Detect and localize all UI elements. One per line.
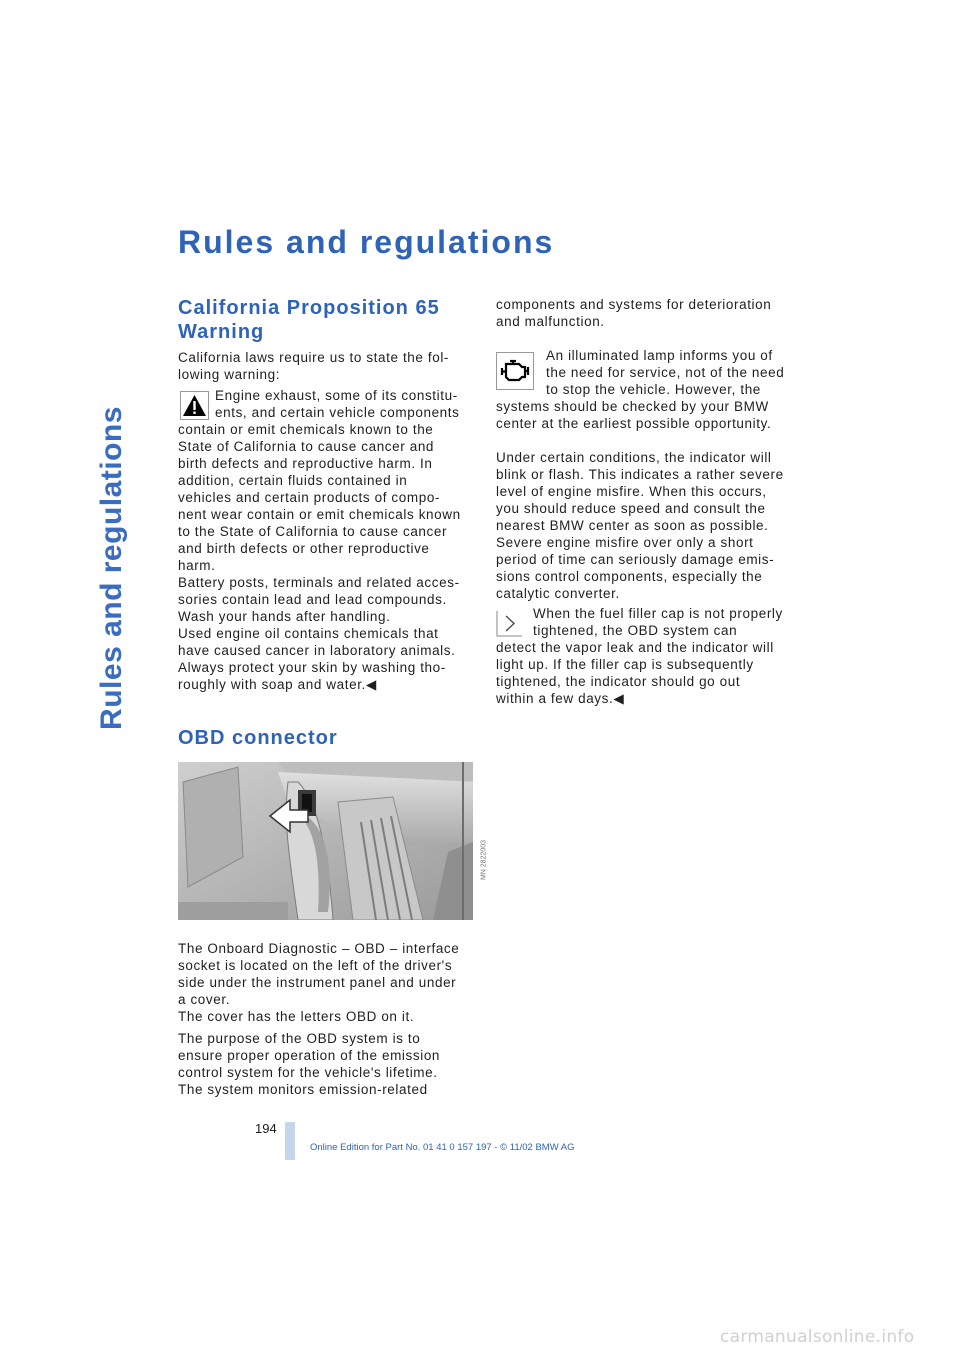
page-title: Rules and regulations — [178, 224, 555, 260]
footer-edition: Online Edition for Part No. 01 41 0 157 197 - © 11/02 BMW AG — [310, 1142, 575, 1153]
obd-para-cont-line: components and systems for deterioration — [496, 297, 772, 312]
lamp-line: the need for service, not of the need — [546, 365, 785, 380]
prop65-heading — [178, 296, 440, 344]
misfire-text — [496, 449, 784, 602]
warning-line: addition, certain fluids contained in — [178, 473, 408, 488]
fuel-line: tightened, the indicator should go out — [496, 674, 741, 689]
warning-line: contain or emit chemicals known to the — [178, 422, 434, 437]
warning-line: State of California to cause cancer and — [178, 439, 435, 454]
warning-line: have caused cancer in laboratory animals. — [178, 643, 456, 658]
page-number: 194 — [255, 1121, 277, 1136]
warning-line: Used engine oil contains chemicals that — [178, 626, 439, 641]
misfire-line: catalytic converter. — [496, 586, 620, 601]
prop65-intro-line: lowing warning: — [178, 367, 281, 382]
warning-line: Battery posts, terminals and related acces- — [178, 575, 460, 590]
warning-line: sories contain lead and lead compounds. — [178, 592, 447, 607]
lamp-line: An illuminated lamp informs you of — [546, 348, 773, 363]
prop65-warning-text — [178, 387, 461, 693]
fuel-line: tightened, the OBD system can — [533, 623, 738, 638]
fuel-line: light up. If the filler cap is subsequently — [496, 657, 754, 672]
misfire-line: level of engine misfire. When this occurs, — [496, 484, 767, 499]
warning-line: birth defects and reproductive harm. In — [178, 456, 433, 471]
misfire-line: blink or flash. This indicates a rather severe — [496, 467, 784, 482]
prop65-intro-line: California laws require us to state the fol- — [178, 350, 450, 365]
obd-para-2-line: The system monitors emission-related — [178, 1082, 428, 1097]
obd-para-1-line: The cover has the letters OBD on it. — [178, 1009, 415, 1024]
warning-line: to the State of California to cause cancer — [178, 524, 448, 539]
fuel-line: When the fuel filler cap is not properly — [533, 606, 783, 621]
obd-connector-photo — [178, 762, 473, 920]
fuel-cap-text — [496, 605, 783, 707]
warning-line: roughly with soap and water.◀ — [178, 677, 377, 692]
lamp-line: center at the earliest possible opportunity. — [496, 416, 772, 431]
lamp-line: systems should be checked by your BMW — [496, 399, 769, 414]
prop65-heading-line: California Proposition 65 — [178, 297, 440, 319]
watermark: carmanualsonline.info — [720, 1327, 915, 1347]
section-tab: Rules and regulations — [95, 406, 128, 730]
obd-para-cont-line: and malfunction. — [496, 314, 605, 329]
warning-line: Wash your hands after handling. — [178, 609, 391, 624]
obd-heading: OBD connector — [178, 727, 338, 749]
warning-line: Always protect your skin by washing tho- — [178, 660, 446, 675]
margin-bar — [285, 1122, 295, 1160]
obd-para-2-line: The purpose of the OBD system is to — [178, 1031, 421, 1046]
fuel-line: within a few days.◀ — [496, 691, 625, 706]
misfire-line: Severe engine misfire over only a short — [496, 535, 754, 550]
obd-para-1 — [178, 940, 459, 1025]
misfire-line: nearest BMW center as soon as possible. — [496, 518, 769, 533]
prop65-intro — [178, 349, 449, 383]
obd-para-2-line: control system for the vehicle's lifetime. — [178, 1065, 438, 1080]
warning-line: ents, and certain vehicle components — [215, 405, 460, 420]
obd-para-1-line: The Onboard Diagnostic – OBD – interface — [178, 941, 460, 956]
prop65-heading-line: Warning — [178, 321, 265, 343]
obd-para-1-line: a cover. — [178, 992, 231, 1007]
lamp-text — [496, 347, 784, 432]
image-code: MN 2822003 — [480, 839, 488, 881]
misfire-line: Under certain conditions, the indicator will — [496, 450, 772, 465]
obd-para-1-line: side under the instrument panel and under — [178, 975, 457, 990]
misfire-line: period of time can seriously damage emis- — [496, 552, 775, 567]
obd-para-2-line: ensure proper operation of the emission — [178, 1048, 441, 1063]
warning-line: and birth defects or other reproductive — [178, 541, 430, 556]
obd-para-2 — [178, 1030, 440, 1098]
warning-line: vehicles and certain products of compo- — [178, 490, 441, 505]
warning-line: harm. — [178, 558, 216, 573]
obd-para-cont — [496, 296, 771, 330]
misfire-line: sions control components, especially the — [496, 569, 763, 584]
misfire-line: you should reduce speed and consult the — [496, 501, 766, 516]
lamp-line: to stop the vehicle. However, the — [546, 382, 761, 397]
warning-line: nent wear contain or emit chemicals known — [178, 507, 461, 522]
warning-line: Engine exhaust, some of its constitu- — [215, 388, 458, 403]
fuel-line: detect the vapor leak and the indicator will — [496, 640, 774, 655]
obd-para-1-line: socket is located on the left of the driver's — [178, 958, 453, 973]
